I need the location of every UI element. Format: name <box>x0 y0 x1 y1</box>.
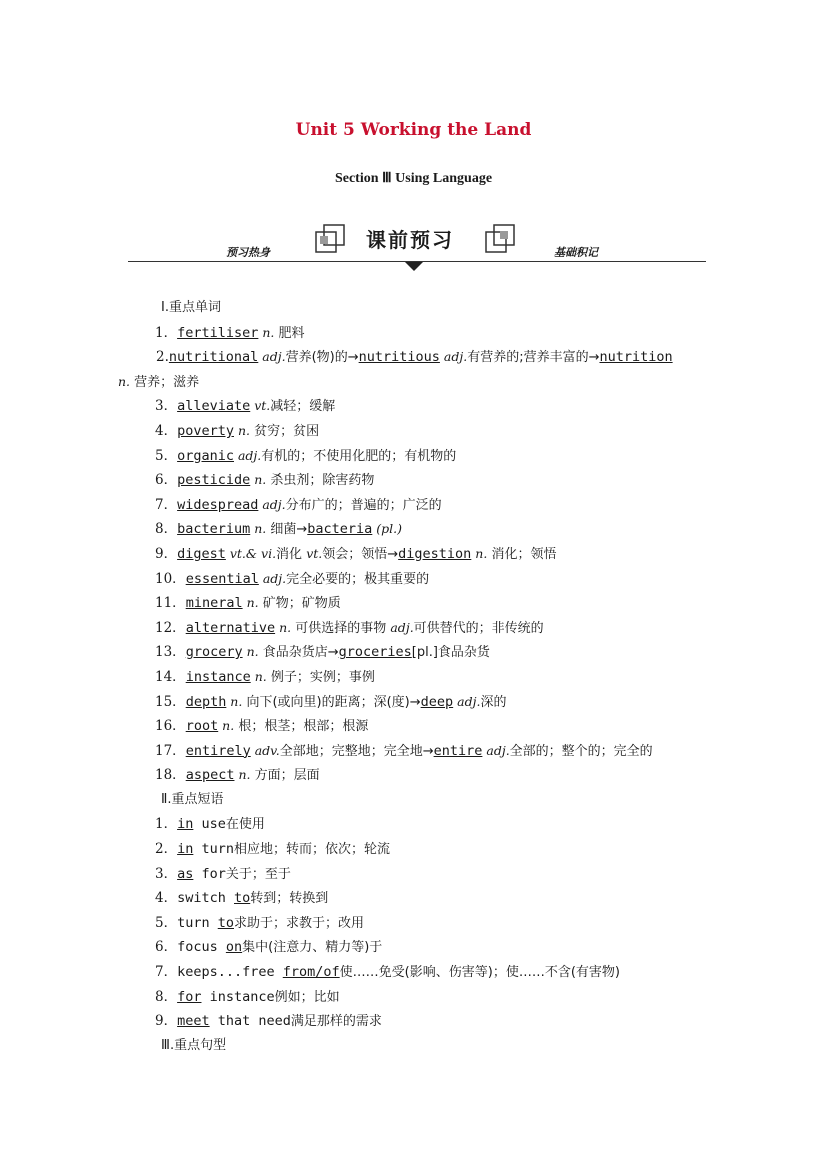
list-item: 1．in use在使用 <box>155 816 265 833</box>
list-item: 13．grocery n. 食品杂货店→groceries[pl.]食品杂货 <box>155 644 490 661</box>
list-item: 16．root n. 根；根茎；根部；根源 <box>155 718 369 735</box>
list-item: 2.nutritional adj.营养(物)的→nutritious adj.有营养的;营养丰富的→nutrition <box>156 349 673 366</box>
section-subtitle: Section Ⅲ Using Language <box>334 171 493 186</box>
list-item: 8．bacterium n. 细菌→bacteria (pl.) <box>155 521 403 538</box>
list-item: 18．aspect n. 方面；层面 <box>155 767 320 784</box>
document-title: Unit 5 Working the Land <box>295 120 532 140</box>
vocabulary-list <box>118 296 718 1058</box>
list-item: 2．in turn相应地；转而；依次；轮流 <box>155 841 391 858</box>
section-heading: Ⅱ.重点短语 <box>161 791 224 807</box>
banner-right-label: 基础积记 <box>554 246 598 259</box>
list-item: 4．poverty n. 贫穷；贫困 <box>155 422 320 439</box>
list-item: 6．focus on集中(注意力、精力等)于 <box>155 939 383 956</box>
square-ornament-icon <box>314 222 348 256</box>
list-item: 17．entirely adv.全部地；完整地；完全地→entire adj.全部的；整个的；完全的 <box>155 742 653 759</box>
list-item-continuation: n. 营养；滋养 <box>118 373 200 390</box>
list-item: 15．depth n. 向下(或向里)的距离；深(度)→deep adj.深的 <box>155 693 507 710</box>
list-item: 11．mineral n. 矿物；矿物质 <box>155 595 341 612</box>
list-item: 3．as for关于；至于 <box>155 865 291 882</box>
banner-left-label: 预习热身 <box>226 246 270 259</box>
section-heading: Ⅲ.重点句型 <box>161 1037 227 1053</box>
section-banner <box>128 220 706 272</box>
banner-title: 课前预习 <box>366 228 454 252</box>
section-heading: Ⅰ.重点单词 <box>161 300 221 315</box>
list-item: 7．keeps...free from/of使……免受(影响、伤害等)；使……不含(有害物) <box>155 964 620 981</box>
list-item: 9．meet that need满足那样的需求 <box>155 1013 382 1030</box>
list-item: 4．switch to转到；转换到 <box>155 890 329 907</box>
list-item: 10．essential adj.完全必要的；极其重要的 <box>155 570 430 587</box>
list-item: 5．organic adj.有机的；不使用化肥的；有机物的 <box>155 447 457 464</box>
list-item: 6．pesticide n. 杀虫剂；除害药物 <box>155 472 375 489</box>
list-item: 3．alleviate vt.减轻；缓解 <box>155 398 336 415</box>
list-item: 1．fertiliser n. 肥料 <box>155 324 305 341</box>
list-item: 8．for instance例如；比如 <box>155 988 340 1005</box>
list-item: 12．alternative n. 可供选择的事物 adj.可供替代的；非传统的 <box>155 619 544 636</box>
list-item: 14．instance n. 例子；实例；事例 <box>155 668 375 685</box>
list-item: 9．digest vt.& vi.消化 vt.领会；领悟→digestion n. 消化；领悟 <box>155 545 557 562</box>
list-item: 7．widespread adj.分布广的；普遍的；广泛的 <box>155 496 442 513</box>
square-ornament-icon <box>484 222 518 256</box>
down-arrow-icon <box>405 262 423 271</box>
list-item: 5．turn to求助于；求教于；改用 <box>155 914 365 931</box>
